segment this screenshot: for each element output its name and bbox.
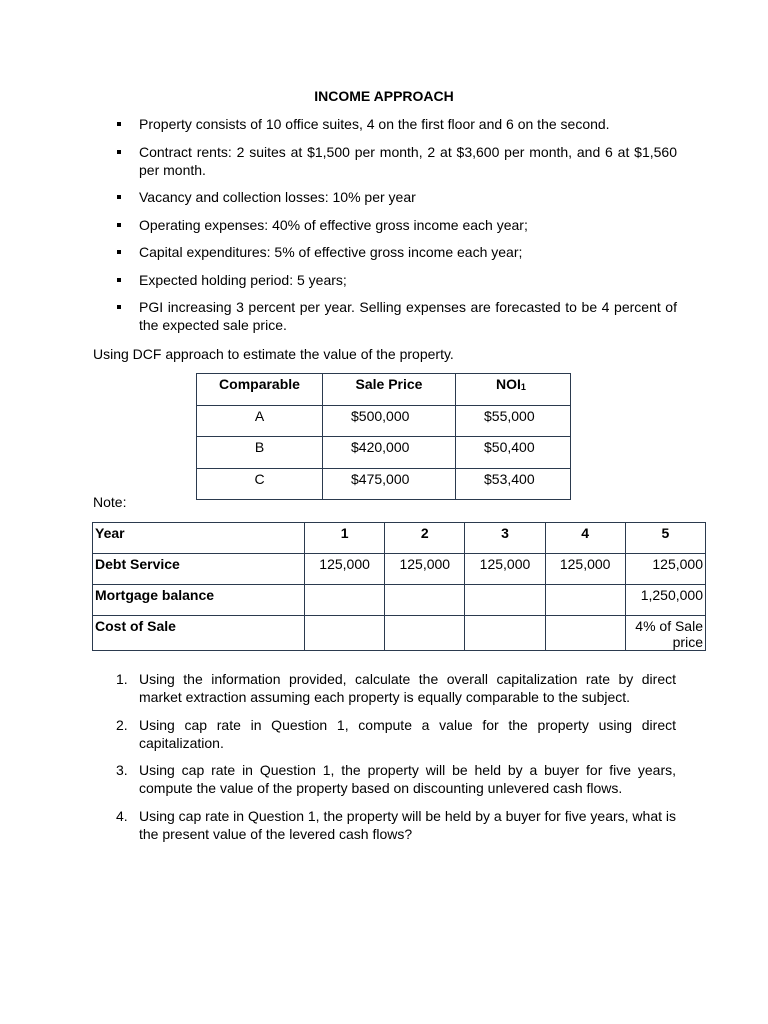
table-header-row — [197, 374, 571, 406]
table-header-row — [93, 523, 706, 554]
table-cell: 125,000 — [625, 554, 705, 585]
table-cell: $55,000 — [456, 405, 571, 437]
bullet-square-icon — [117, 223, 121, 227]
table-cell — [545, 616, 625, 651]
bullet-square-icon — [117, 305, 121, 309]
list-item — [112, 271, 677, 289]
bullet-square-icon — [117, 122, 121, 126]
column-header: Sale Price — [323, 374, 456, 406]
questions-list — [112, 670, 676, 852]
list-item — [112, 761, 676, 797]
list-item — [112, 143, 677, 179]
table-cell: 125,000 — [545, 554, 625, 585]
column-header — [456, 374, 571, 406]
intro-text: Using DCF approach to estimate the value of the property. — [93, 346, 454, 362]
row-header: Year — [93, 523, 305, 554]
question-text: Using the information provided, calculate the overall capitalization rate by direct market extraction assuming each property is equally comparable to the subject. — [139, 671, 676, 705]
table-cell: $420,000 — [323, 437, 456, 469]
list-item-text: Expected holding period: 5 years; — [139, 271, 347, 288]
list-item — [112, 243, 677, 261]
list-item-text: Vacancy and collection losses: 10% per year — [139, 189, 416, 205]
question-text: Using cap rate in Question 1, the property will be held by a buyer for five years, compute the value of the property based on discounting unlevered cash flows. — [139, 762, 676, 796]
list-item-text: PGI increasing 3 percent per year. Selling expenses are forecasted to be 4 percent of the expected sale price. — [139, 299, 677, 333]
table-cell — [305, 585, 385, 616]
column-header: 2 — [385, 523, 465, 554]
table-cell: $53,400 — [456, 468, 571, 500]
bullet-square-icon — [117, 278, 121, 282]
list-item — [112, 115, 677, 133]
table-row — [197, 405, 571, 437]
table-row — [197, 437, 571, 469]
assumptions-list — [112, 115, 677, 344]
list-item-text: Property consists of 10 office suites, 4 on the first floor and 6 on the second. — [139, 116, 610, 132]
table-cell — [385, 616, 465, 651]
comparables-table — [196, 373, 571, 500]
table-cell: 125,000 — [385, 554, 465, 585]
bullet-square-icon — [117, 195, 121, 199]
list-item — [112, 188, 677, 206]
table-cell: 125,000 — [465, 554, 545, 585]
question-number: 3. — [116, 762, 128, 778]
list-item — [112, 807, 676, 843]
table-cell: B — [197, 437, 323, 469]
table-cell: 1,250,000 — [625, 585, 705, 616]
table-row — [93, 554, 706, 585]
question-number: 1. — [116, 671, 128, 687]
list-item — [112, 298, 677, 334]
list-item-text: Contract rents: 2 suites at $1,500 per month, 2 at $3,600 per month, and 6 at $1,560 per month. — [139, 143, 677, 178]
list-item — [112, 716, 676, 752]
question-text: Using cap rate in Question 1, the property will be held by a buyer for five years, what is the present value of the levered cash flows? — [139, 807, 676, 842]
column-header: 1 — [305, 523, 385, 554]
noi-subscript: 1 — [520, 382, 526, 392]
bullet-square-icon — [117, 150, 121, 154]
table-cell: 4% of Sale price — [625, 616, 705, 651]
table-cell — [465, 585, 545, 616]
table-cell: A — [197, 405, 323, 437]
table-cell: $475,000 — [323, 468, 456, 500]
row-header: Mortgage balance — [93, 585, 305, 616]
row-header: Cost of Sale — [93, 616, 305, 651]
question-text: Using cap rate in Question 1, compute a value for the property using direct capitalization. — [139, 716, 676, 751]
list-item-text: Operating expenses: 40% of effective gross income each year; — [139, 216, 528, 233]
list-item — [112, 670, 676, 706]
bullet-square-icon — [117, 250, 121, 254]
table-cell — [305, 616, 385, 651]
table-cell — [545, 585, 625, 616]
table-cell: $500,000 — [323, 405, 456, 437]
noi-header-text: NOI — [496, 376, 521, 392]
question-number: 4. — [116, 807, 128, 824]
table-cell: C — [197, 468, 323, 500]
question-number: 2. — [116, 716, 128, 733]
table-row — [93, 585, 706, 616]
page-title: INCOME APPROACH — [314, 88, 454, 104]
debt-schedule-table — [92, 522, 706, 651]
column-header: 4 — [545, 523, 625, 554]
table-cell: $50,400 — [456, 437, 571, 469]
table-cell: 125,000 — [305, 554, 385, 585]
table-row — [93, 616, 706, 651]
column-header: 3 — [465, 523, 545, 554]
list-item-text: Capital expenditures: 5% of effective gross income each year; — [139, 244, 523, 260]
column-header: 5 — [625, 523, 705, 554]
row-header: Debt Service — [93, 554, 305, 585]
note-label: Note: — [93, 494, 127, 510]
list-item — [112, 216, 677, 234]
table-cell — [385, 585, 465, 616]
table-cell — [465, 616, 545, 651]
column-header: Comparable — [197, 374, 323, 406]
table-row — [197, 468, 571, 500]
